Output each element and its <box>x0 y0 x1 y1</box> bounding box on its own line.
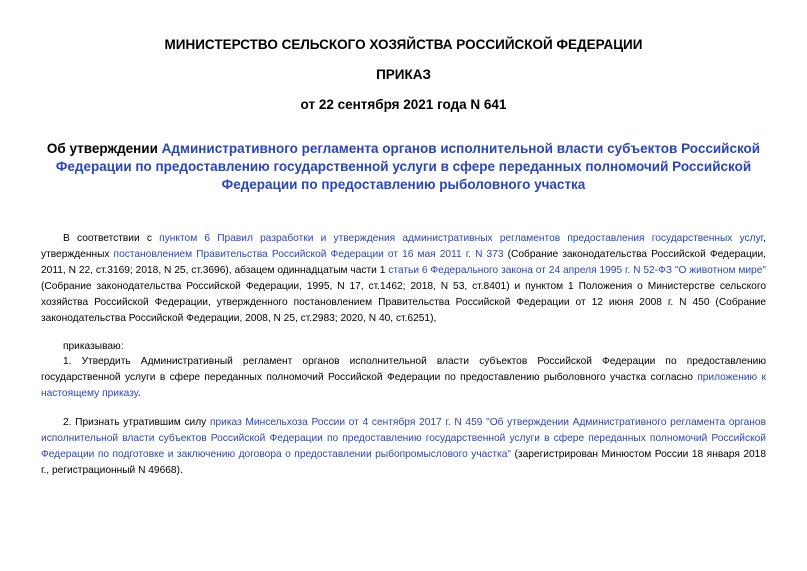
document-title <box>40 140 767 194</box>
preamble-paragraph <box>41 231 766 327</box>
title-prefix: Об утверждении <box>46 141 162 156</box>
government-resolution-link[interactable]: постановлением Правительства Российской Федерации от 16 мая 2011 г. N 373 <box>113 249 504 260</box>
preamble-text-1: В соответствии с <box>63 233 160 244</box>
item-2-text: 2. Признать утратившим силу <box>63 417 210 428</box>
document-type: ПРИКАЗ <box>376 67 431 82</box>
preamble-text-2: , утвержденных <box>41 233 767 260</box>
document-date-number: от 22 сентября 2021 года N 641 <box>300 97 507 112</box>
item-1-text: 1. Утвердить Административный регламент органов исполнительной власти субъектов Российской Федерации по предоставлению государственной услуги в сфере переданных полномочий Российской Федерации по предоставлению рыболовного участка согласно <box>41 356 766 383</box>
preamble-text-3: (Собрание законодательства Российской Федерации, 2011, N 22, ст.3169; 2018, N 25, ст.3696), абзацем одиннадцатым части 1 <box>41 249 766 276</box>
orders-word: приказываю: <box>63 341 124 352</box>
title-regulation-link[interactable]: Административного регламента органов исполнительной власти субъектов Российской Федерации по предоставлению государственной услуги в сфере переданных полномочий Российской Федерации по предоставлению рыболовного участка <box>55 141 761 192</box>
preamble-text-4: (Собрание законодательства Российской Федерации, 1995, N 17, ст.1462; 2018, N 53, ст.8401) и пунктом 1 Положения о Министерстве сельского хозяйства Российской Федерации, утвержденного постановлением Правительства Российской Федерации от 12 июня 2008 г. N 450 (Собрание законодательства Российской Федерации, 2008, N 25, ст.2983; 2020, N 40, ст.6251), <box>41 281 766 324</box>
item-2-paragraph <box>41 415 766 479</box>
item-2-end: (зарегистрирован Минюстом России 18 января 2018 г., регистрационный N 49668). <box>41 449 767 476</box>
item-1-end: . <box>137 388 141 399</box>
repealed-order-link[interactable]: приказ Минсельхоза России от 4 сентября 2017 г. N 459 "Об утверждении Административного регламента органов исполнительной власти субъектов Российской Федерации по предоставлению государственной услуги в сфере переданных полномочий Российской Федерации по подготовке и заключению договора о предоставлении рыбопромыслового участка" <box>41 417 767 460</box>
appendix-link[interactable]: приложению к настоящему приказу <box>41 372 766 399</box>
ministry-heading: МИНИСТЕРСТВО СЕЛЬСКОГО ХОЗЯЙСТВА РОССИЙСКОЙ ФЕДЕРАЦИИ <box>164 37 643 52</box>
wildlife-law-link[interactable]: статьи 6 Федерального закона от 24 апреля 1995 г. N 52-ФЗ "О животном мире" <box>388 265 766 276</box>
item-1-paragraph <box>41 354 766 402</box>
rules-development-link[interactable]: пунктом 6 Правил разработки и утверждения административных регламентов предоставления государственных услуг <box>159 233 764 244</box>
